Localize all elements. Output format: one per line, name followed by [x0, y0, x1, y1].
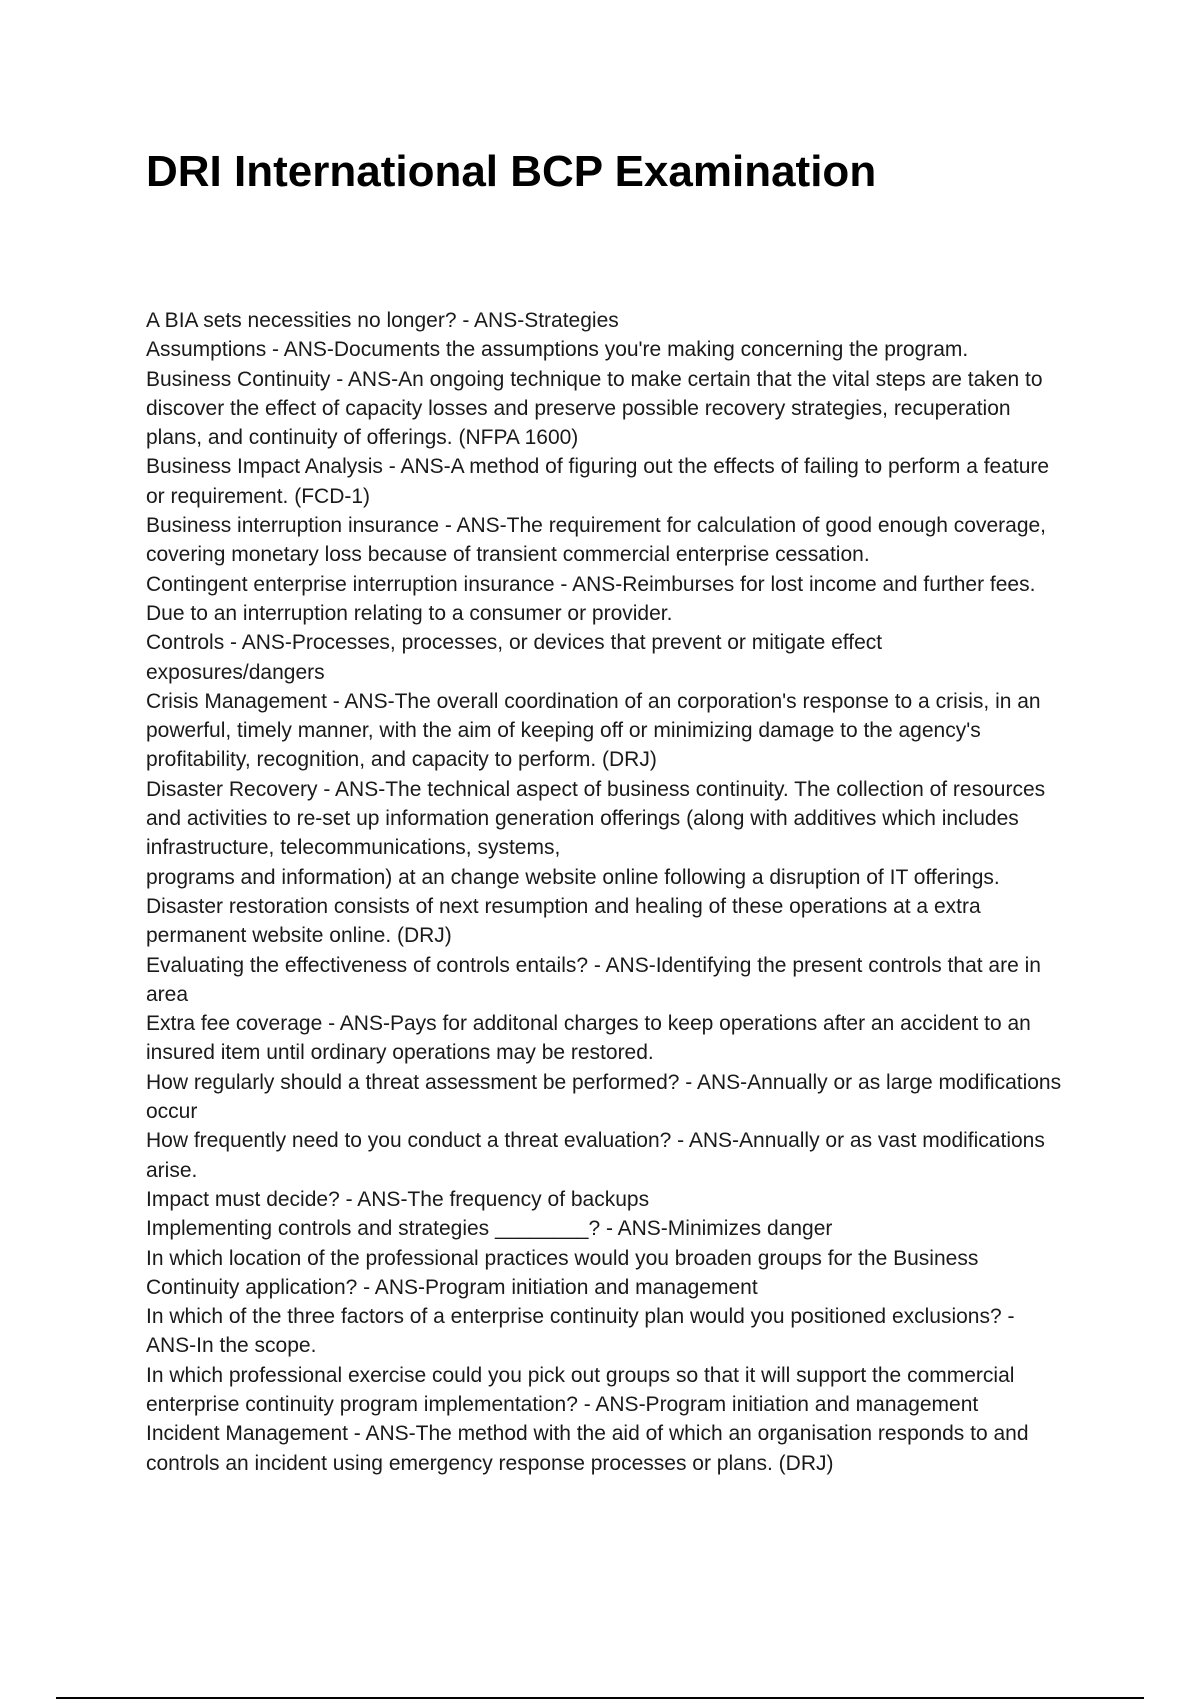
entry: In which location of the professional practices would you broaden groups for the Business Continuity application? - ANS-Program initiation and management [146, 1246, 979, 1299]
entry: programs and information) at an change website online following a disruption of IT offerings. Disaster restoration consists of next resumption and healing of these operations at a extra permanent website online. (DRJ) [146, 865, 1000, 948]
entry: How regularly should a threat assessment be performed? - ANS-Annually or as large modifications occur [146, 1070, 1062, 1124]
entry: In which professional exercise could you pick out groups so that it will support the commercial enterprise continuity program implementation? - ANS-Program initiation and management [146, 1363, 1015, 1416]
entry: Business Continuity - ANS-An ongoing technique to make certain that the vital steps are taken to discover the effect of capacity losses and preserve possible recovery strategies, recuperation plans, and continuity of offerings. (NFPA 1600) [146, 367, 1043, 450]
entry: Business Impact Analysis - ANS-A method of figuring out the effects of failing to perform a feature or requirement. (FCD-1) [146, 455, 1050, 508]
entry: Contingent enterprise interruption insurance - ANS-Reimburses for lost income and further fees. Due to an interruption relating to a consumer or provider. [146, 572, 1036, 625]
entry: Controls - ANS-Processes, processes, or devices that prevent or mitigate effect exposures/dangers [146, 631, 883, 684]
entry: Business interruption insurance - ANS-The requirement for calculation of good enough coverage, covering monetary loss because of transient commercial enterprise cessation. [146, 514, 1047, 567]
entry: Impact must decide? - ANS-The frequency of backups [146, 1187, 650, 1211]
entry: A BIA sets necessities no longer? - ANS-Strategies [146, 309, 619, 332]
entry: Extra fee coverage - ANS-Pays for additonal charges to keep operations after an accident to an insured item until ordinary operations may be restored. [146, 1012, 1031, 1065]
entry-list [146, 306, 1066, 1478]
entry: Implementing controls and strategies ________? - ANS-Minimizes danger [146, 1217, 833, 1241]
entry: Incident Management - ANS-The method with the aid of which an organisation responds to and controls an incident using emergency response processes or plans. (DRJ) [146, 1422, 1029, 1475]
entry: Assumptions - ANS-Documents the assumptions you're making concerning the program. [146, 338, 969, 362]
entry: How frequently need to you conduct a threat evaluation? - ANS-Annually or as vast modifications arise. [146, 1129, 1045, 1182]
entry: Evaluating the effectiveness of controls entails? - ANS-Identifying the present controls that are in area [146, 953, 1041, 1006]
entry: Crisis Management - ANS-The overall coordination of an corporation's response to a crisis, in an powerful, timely manner, with the aim of keeping off or minimizing damage to the agency's profitability, recognition, and capacity to perform. (DRJ) [146, 689, 1041, 772]
entry: Disaster Recovery - ANS-The technical aspect of business continuity. The collection of resources and activities to re-set up information generation offerings (along with additives which includes infrastructure, telecommunications, systems, [146, 777, 1046, 860]
footer-divider [56, 1697, 1144, 1699]
entry: In which of the three factors of a enterprise continuity plan would you positioned exclusions? - ANS-In the scope. [146, 1305, 1015, 1358]
page-title: DRI International BCP Examination [146, 147, 877, 196]
